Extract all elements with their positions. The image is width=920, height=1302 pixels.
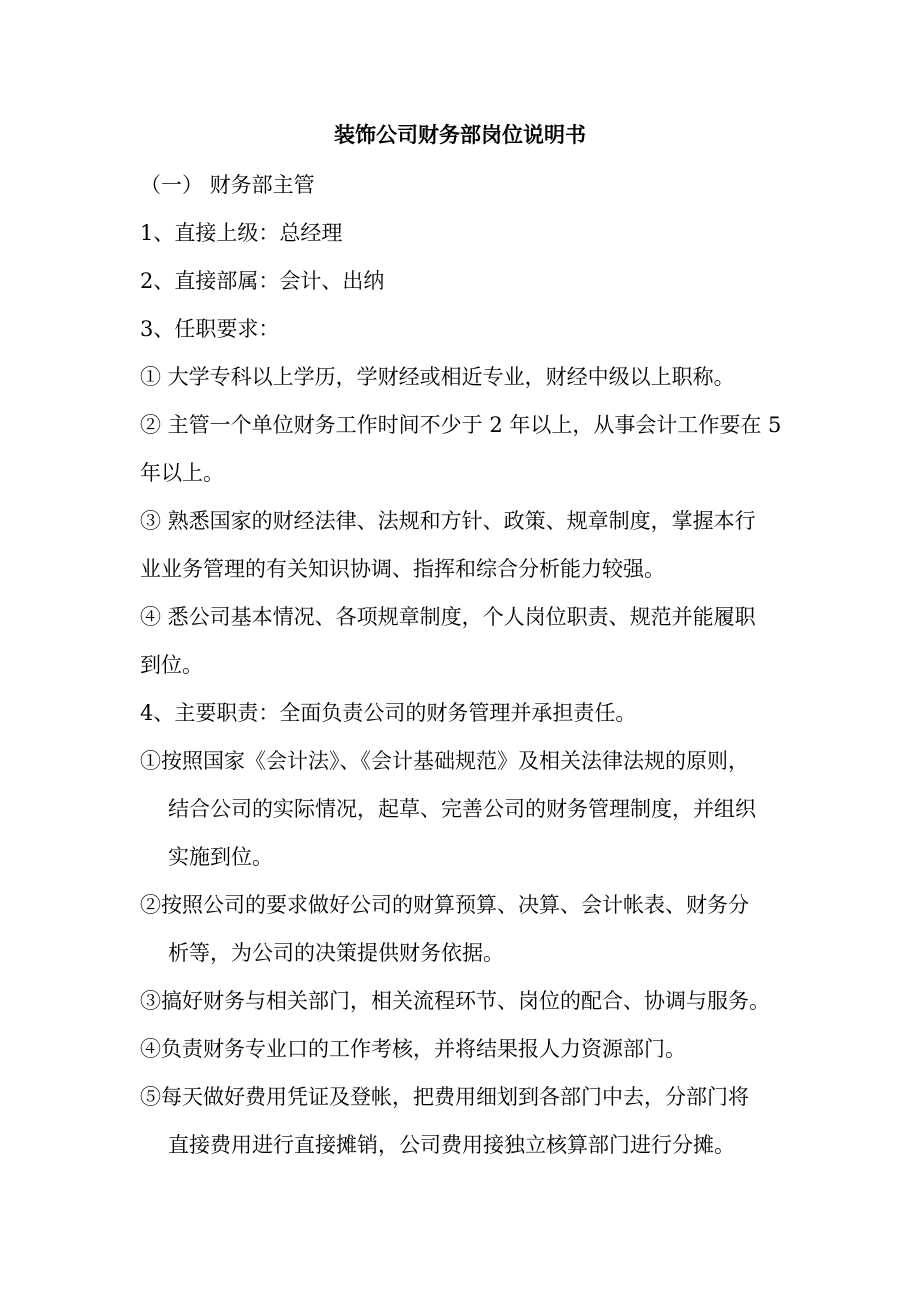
duty-5-line-2: 直接费用进行直接摊销，公司费用接独立核算部门进行分摊。 <box>168 1133 735 1157</box>
duty-5-line-1: ⑤每天做好费用凭证及登帐，把费用细划到各部门中去，分部门将 <box>140 1085 749 1109</box>
requirement-1: ① 大学专科以上学历，学财经或相近专业，财经中级以上职称。 <box>140 365 735 389</box>
duties-heading: 4、主要职责：全面负责公司的财务管理并承担责任。 <box>140 701 637 725</box>
duty-1-line-2: 结合公司的实际情况，起草、完善公司的财务管理制度，并组织 <box>168 797 756 821</box>
requirement-2-line-1: ② 主管一个单位财务工作时间不少于 2 年以上，从事会计工作要在 5 <box>140 413 782 437</box>
requirements-heading: 3、任职要求： <box>140 317 280 341</box>
duty-3: ③搞好财务与相关部门，相关流程环节、岗位的配合、协调与服务。 <box>140 989 770 1013</box>
direct-subordinates: 2、直接部属：会计、出纳 <box>140 269 385 293</box>
duty-4: ④负责财务专业口的工作考核，并将结果报人力资源部门。 <box>140 1037 686 1061</box>
requirement-4-line-1: ④ 悉公司基本情况、各项规章制度，个人岗位职责、规范并能履职 <box>140 605 756 629</box>
requirement-2-line-2: 年以上。 <box>140 461 224 485</box>
requirement-3-line-1: ③ 熟悉国家的财经法律、法规和方针、政策、规章制度，掌握本行 <box>140 509 756 533</box>
duty-2-line-1: ②按照公司的要求做好公司的财算预算、决算、会计帐表、财务分 <box>140 893 749 917</box>
duty-1-line-3: 实施到位。 <box>168 845 273 869</box>
requirement-3-line-2: 业业务管理的有关知识协调、指挥和综合分析能力较强。 <box>140 557 665 581</box>
section-heading: （一） 财务部主管 <box>140 173 315 197</box>
duty-2-line-2: 析等，为公司的决策提供财务依据。 <box>168 941 504 965</box>
document-title: 装饰公司财务部岗位说明书 <box>334 122 586 147</box>
direct-superior: 1、直接上级：总经理 <box>140 221 343 245</box>
requirement-4-line-2: 到位。 <box>140 653 203 677</box>
duty-1-line-1: ①按照国家《会计法》、《会计基础规范》及相关法律法规的原则， <box>140 749 749 773</box>
